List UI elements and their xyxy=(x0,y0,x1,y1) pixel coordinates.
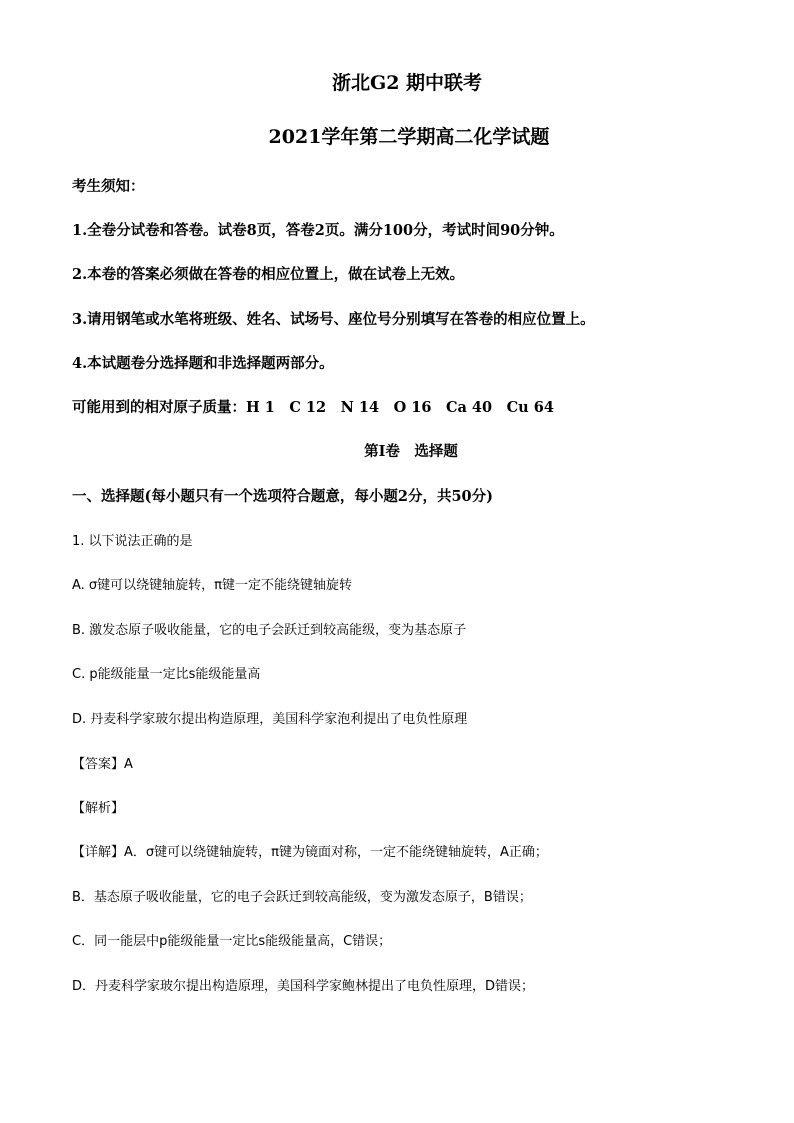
option-d: D. 丹麦科学家玻尔提出构造原理，美国科学家泡利提出了电负性原理 xyxy=(72,712,468,727)
exam-subtitle: 2021学年第二学期高二化学试题 xyxy=(268,126,550,148)
detail-d: D．丹麦科学家玻尔提出构造原理，美国科学家鲍林提出了电负性原理，D错误； xyxy=(72,979,535,994)
notice-heading: 考生须知： xyxy=(72,178,145,195)
option-b: B. 激发态原子吸收能量，它的电子会跃迁到较高能级，变为基态原子 xyxy=(72,623,467,638)
part-heading: 一、选择题(每小题只有一个选项符合题意，每小题2分，共50分) xyxy=(72,488,493,505)
notice-item-3: 3.请用钢笔或水笔将班级、姓名、试场号、座位号分别填写在答卷的相应位置上。 xyxy=(72,311,595,328)
notice-item-2: 2.本卷的答案必须做在答卷的相应位置上，做在试卷上无效。 xyxy=(72,266,465,283)
detail-c: C．同一能层中p能级能量一定比s能级能量高，C错误； xyxy=(72,934,392,949)
question-stem: 1. 以下说法正确的是 xyxy=(72,534,193,549)
notice-item-4: 4.本试题卷分选择题和非选择题两部分。 xyxy=(72,355,334,372)
exam-title: 浙北G2 期中联考 xyxy=(331,72,483,94)
atomic-mass-line: 可能用到的相对原子质量：H 1 C 12 N 14 O 16 Ca 40 Cu 64 xyxy=(72,399,554,416)
detail-a: 【详解】A．σ键可以绕键轴旋转，π键为镜面对称，一定不能绕键轴旋转，A正确； xyxy=(72,845,548,860)
notice-item-1: 1.全卷分试卷和答卷。试卷8页，答卷2页。满分100分，考试时间90分钟。 xyxy=(72,222,564,239)
detail-b: B．基态原子吸收能量，它的电子会跃迁到较高能级，变为激发态原子，B错误； xyxy=(72,890,532,905)
analysis-heading: 【解析】 xyxy=(72,801,125,816)
answer-line: 【答案】A xyxy=(72,757,133,772)
option-a: A. σ键可以绕键轴旋转，π键一定不能绕键轴旋转 xyxy=(72,578,352,593)
section-title: 第I卷 选择题 xyxy=(364,443,458,460)
option-c: C. p能级能量一定比s能级能量高 xyxy=(72,667,261,682)
